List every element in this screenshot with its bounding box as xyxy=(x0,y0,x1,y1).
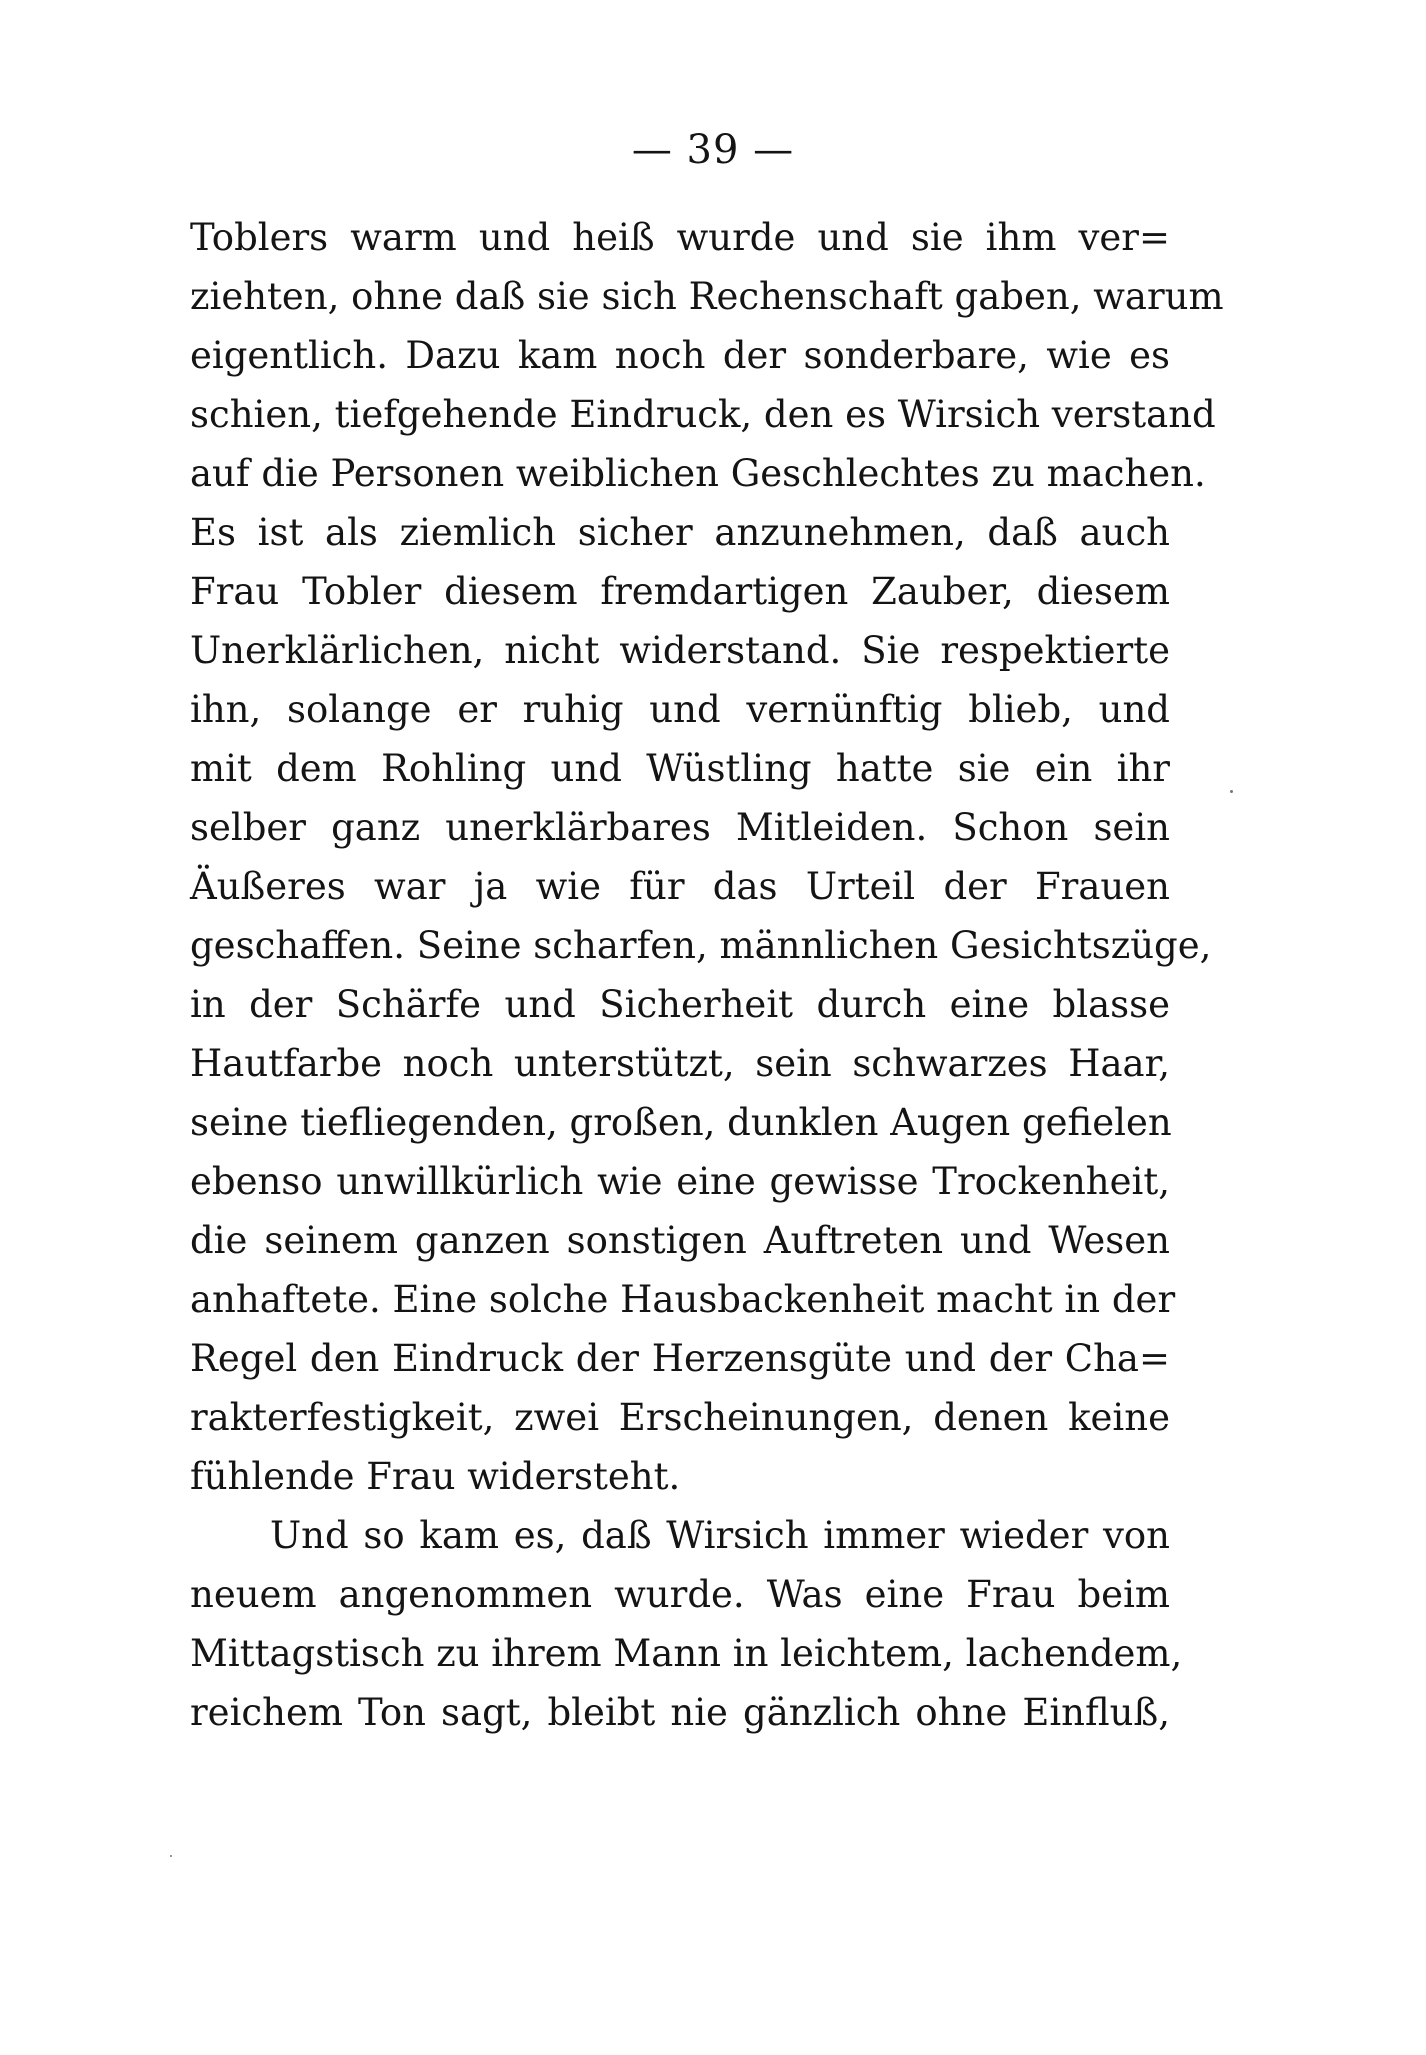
text-line: eigentlich. Dazu kam noch der sonderbare, wie es xyxy=(190,334,1170,377)
text-line: die seinem ganzen sonstigen Auftreten und Wesen xyxy=(190,1219,1170,1262)
text-line: reichem Ton sagt, bleibt nie gänzlich ohne Einfluß, xyxy=(190,1691,1170,1734)
text-line: ihn, solange er ruhig und vernünftig blieb, und xyxy=(190,688,1170,731)
text-line: Toblers warm und heiß wurde und sie ihm ver= xyxy=(190,216,1170,259)
text-line: mit dem Rohling und Wüstling hatte sie ein ihr xyxy=(190,747,1170,790)
paper-speck xyxy=(1230,790,1233,793)
text-line: Und so kam es, daß Wirsich immer wieder von xyxy=(270,1514,1170,1557)
text-line: ziehten, ohne daß sie sich Rechenschaft gaben, warum xyxy=(190,275,1224,318)
text-line: ebenso unwillkürlich wie eine gewisse Trockenheit, xyxy=(190,1160,1170,1203)
page-number: — 39 — xyxy=(631,127,795,173)
text-line: neuem angenommen wurde. Was eine Frau beim xyxy=(190,1573,1170,1616)
paragraph-2 xyxy=(190,1506,1183,1742)
paper-speck xyxy=(170,1855,172,1857)
paragraph-1 xyxy=(190,208,1224,1506)
text-line: Es ist als ziemlich sicher anzunehmen, daß auch xyxy=(190,511,1170,554)
text-line: geschaffen. Seine scharfen, männlichen Gesichtszüge, xyxy=(190,924,1212,967)
text-line: in der Schärfe und Sicherheit durch eine blasse xyxy=(190,983,1170,1026)
text-line: schien, tiefgehende Eindruck, den es Wirsich verstand xyxy=(190,393,1216,436)
text-line: Unerklärlichen, nicht widerstand. Sie respektierte xyxy=(190,629,1170,672)
text-line: Hautfarbe noch unterstützt, sein schwarzes Haar, xyxy=(190,1042,1170,1085)
text-line: auf die Personen weiblichen Geschlechtes zu machen. xyxy=(190,452,1206,495)
text-line: Regel den Eindruck der Herzensgüte und der Cha= xyxy=(190,1337,1170,1380)
text-line: seine tiefliegenden, großen, dunklen Augen gefielen xyxy=(190,1101,1172,1144)
text-line: anhaftete. Eine solche Hausbackenheit macht in der xyxy=(190,1278,1176,1321)
text-line: Äußeres war ja wie für das Urteil der Frauen xyxy=(190,865,1170,908)
text-line: fühlende Frau widersteht. xyxy=(190,1455,681,1498)
text-line: Frau Tobler diesem fremdartigen Zauber, diesem xyxy=(190,570,1170,613)
text-line: selber ganz unerklärbares Mitleiden. Schon sein xyxy=(190,806,1170,849)
body-text xyxy=(190,208,1224,1742)
text-line: rakterfestigkeit, zwei Erscheinungen, denen keine xyxy=(190,1396,1170,1439)
text-line: Mittagstisch zu ihrem Mann in leichtem, lachendem, xyxy=(190,1632,1183,1675)
